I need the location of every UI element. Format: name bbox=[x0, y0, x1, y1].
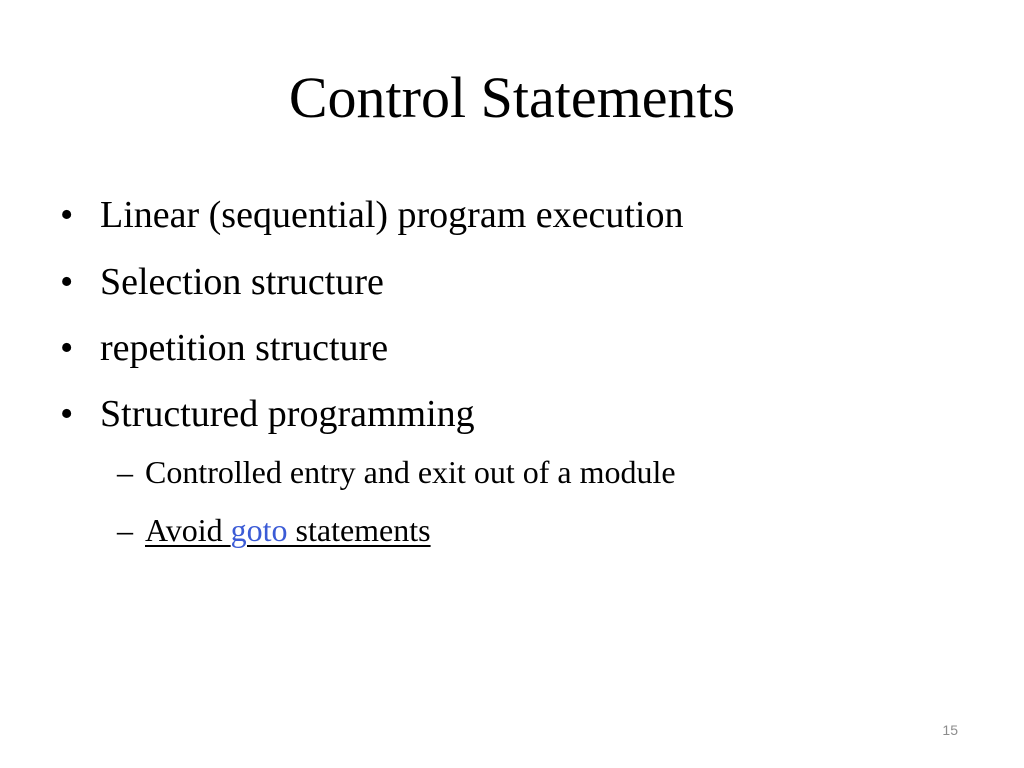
page-number: 15 bbox=[942, 722, 958, 738]
bullet-marker: • bbox=[60, 327, 74, 369]
statements-text: statements bbox=[287, 512, 431, 548]
avoid-text: Avoid bbox=[145, 512, 231, 548]
bullet-text: Structured programming bbox=[100, 393, 475, 435]
bullet-text: Selection structure bbox=[100, 261, 384, 303]
sub-bullet-marker: – bbox=[117, 512, 133, 548]
bullet-text: Linear (sequential) program execution bbox=[100, 194, 684, 236]
bullet-text: repetition structure bbox=[100, 327, 389, 369]
sub-bullet-text: Controlled entry and exit out of a module bbox=[145, 454, 676, 490]
bullet-marker: • bbox=[60, 261, 74, 303]
slide-title: Control Statements bbox=[288, 65, 736, 130]
bullet-marker: • bbox=[60, 393, 74, 435]
goto-link[interactable]: goto bbox=[230, 512, 288, 548]
bullet-marker: • bbox=[60, 194, 74, 236]
sub-bullet-text bbox=[145, 511, 431, 549]
sub-bullet-marker: – bbox=[117, 454, 133, 490]
